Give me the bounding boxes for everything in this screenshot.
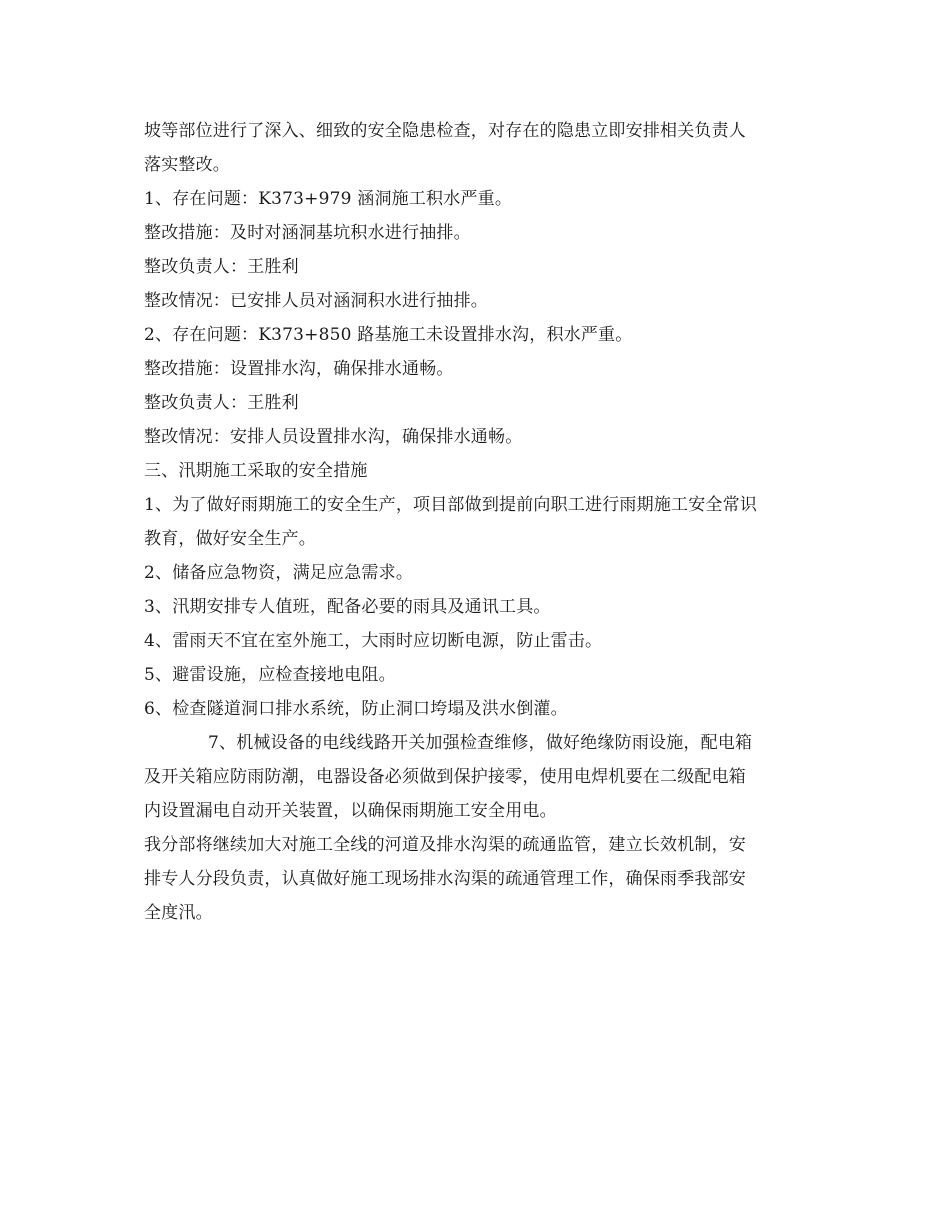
text-line: 整改措施：及时对涵洞基坑积水进行抽排。 (144, 223, 471, 243)
text-line: 4、雷雨天不宜在室外施工，大雨时应切断电源，防止雷击。 (144, 631, 603, 651)
text-line: 内设置漏电自动开关装置，以确保雨期施工安全用电。 (144, 801, 557, 821)
text-line: 整改措施：设置排水沟，确保排水通畅。 (144, 359, 454, 379)
text-line: 1、为了做好雨期施工的安全生产，项目部做到提前向职工进行雨期施工安全常识 (144, 495, 758, 515)
text-line: 1、存在问题：K373+979 涵洞施工积水严重。 (144, 189, 513, 209)
section-heading: 三、汛期施工采取的安全措施 (144, 461, 368, 481)
text-line: 落实整改。 (144, 155, 230, 175)
text-line: 7、机械设备的电线线路开关加强检查维修，做好绝缘防雨设施，配电箱 (208, 733, 753, 753)
text-line: 整改负责人：王胜利 (144, 393, 299, 413)
text-line: 我分部将继续加大对施工全线的河道及排水沟渠的疏通监管，建立长效机制，安 (144, 835, 746, 855)
text-line: 2、储备应急物资，满足应急需求。 (144, 563, 414, 583)
text-line: 5、避雷设施，应检查接地电阻。 (144, 665, 396, 685)
text-line: 排专人分段负责，认真做好施工现场排水沟渠的疏通管理工作，确保雨季我部安 (144, 869, 746, 889)
text-line: 整改负责人：王胜利 (144, 257, 299, 277)
text-line: 全度汛。 (144, 903, 213, 923)
text-line: 2、存在问题：K373+850 路基施工未设置排水沟，积水严重。 (144, 325, 633, 345)
text-line: 整改情况：安排人员设置排水沟，确保排水通畅。 (144, 427, 523, 447)
text-line: 整改情况：已安排人员对涵洞积水进行抽排。 (144, 291, 488, 311)
text-line: 坡等部位进行了深入、细致的安全隐患检查，对存在的隐患立即安排相关负责人 (144, 121, 746, 141)
document-body (144, 114, 812, 930)
text-line: 及开关箱应防雨防潮，电器设备必须做到保护接零，使用电焊机要在二级配电箱 (144, 767, 746, 787)
text-line: 3、汛期安排专人值班，配备必要的雨具及通讯工具。 (144, 597, 551, 617)
text-line: 6、检查隧道洞口排水系统，防止洞口垮塌及洪水倒灌。 (144, 699, 568, 719)
text-line: 教育，做好安全生产。 (144, 529, 316, 549)
